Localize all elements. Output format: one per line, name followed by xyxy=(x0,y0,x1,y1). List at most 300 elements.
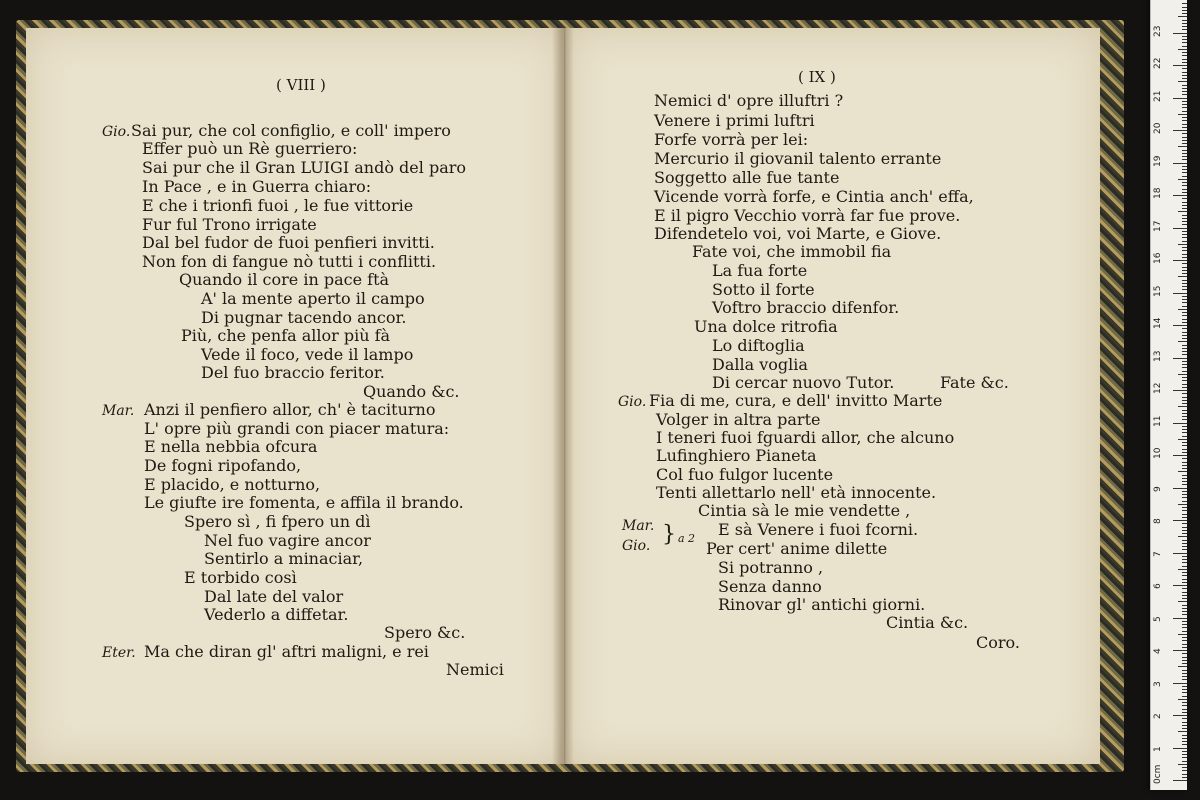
ruler-tick xyxy=(1182,436,1187,437)
ruler-number: 4 xyxy=(1153,648,1163,654)
ruler-tick xyxy=(1182,491,1187,492)
ruler-tick xyxy=(1178,16,1187,17)
ruler-tick xyxy=(1182,403,1187,404)
left-page-text-line: L' opre più grandi con piacer matura: xyxy=(144,419,450,438)
ruler-tick xyxy=(1182,306,1187,307)
ruler-tick xyxy=(1173,390,1187,391)
ruler-tick xyxy=(1182,429,1187,430)
ruler-number: 11 xyxy=(1153,415,1163,427)
right-page-text-line: Sotto il forte xyxy=(712,280,815,299)
ruler-tick xyxy=(1182,296,1187,297)
left-page-text-line: Spero &c. xyxy=(384,623,466,642)
ruler-tick xyxy=(1182,36,1187,37)
ruler-tick xyxy=(1182,653,1187,654)
ruler-tick xyxy=(1178,146,1187,147)
right-page-text-line: Tenti allettarlo nell' età innocente. xyxy=(656,483,937,502)
ruler-tick xyxy=(1182,416,1187,417)
ruler-tick xyxy=(1182,94,1187,95)
ruler-tick xyxy=(1182,614,1187,615)
ruler-tick xyxy=(1182,328,1187,329)
ruler-tick xyxy=(1182,137,1187,138)
ruler-tick xyxy=(1182,624,1187,625)
ruler-tick xyxy=(1178,179,1187,180)
left-page-text-line: Le giufte ire fomenta, e affila il brando. xyxy=(144,493,464,512)
ruler-tick xyxy=(1182,637,1187,638)
a2-label: a 2 xyxy=(678,532,696,545)
ruler-tick xyxy=(1182,117,1187,118)
ruler-tick xyxy=(1178,49,1187,50)
ruler-number: 19 xyxy=(1153,155,1163,167)
ruler-tick xyxy=(1182,530,1187,531)
ruler-tick xyxy=(1182,572,1187,573)
left-page-text-line: Effer può un Rè guerriero: xyxy=(142,139,358,158)
ruler-tick xyxy=(1173,65,1187,66)
ruler-tick xyxy=(1182,345,1187,346)
ruler-tick xyxy=(1182,686,1187,687)
ruler-number: 16 xyxy=(1153,252,1163,264)
ruler-tick xyxy=(1182,377,1187,378)
ruler-tick xyxy=(1182,254,1187,255)
right-page-text-line: Venere i primi luftri xyxy=(654,111,815,130)
right-page-text-line: Una dolce ritrofia xyxy=(694,317,838,336)
right-page-text-line: Cintia &c. xyxy=(886,613,969,632)
ruler-number: 6 xyxy=(1153,583,1163,589)
ruler-tick xyxy=(1182,426,1187,427)
ruler-tick xyxy=(1178,634,1187,635)
right-page-text-line: Si potranno , xyxy=(718,558,824,577)
ruler-tick xyxy=(1182,718,1187,719)
ruler-tick xyxy=(1178,569,1187,570)
ruler-tick xyxy=(1182,55,1187,56)
right-page-text-line: Fia di me, cura, e dell' invitto Marte xyxy=(649,391,943,410)
right-page-text-line: Col fuo fulgor lucente xyxy=(656,465,834,484)
ruler-tick xyxy=(1182,533,1187,534)
ruler-tick xyxy=(1182,231,1187,232)
ruler-tick xyxy=(1173,715,1187,716)
left-page-text-line: Vederlo a diffetar. xyxy=(204,605,349,624)
ruler-tick xyxy=(1182,23,1187,24)
left-page-text-line: Nel fuo vagire ancor xyxy=(204,531,371,550)
ruler-tick xyxy=(1182,234,1187,235)
ruler-tick xyxy=(1182,735,1187,736)
ruler-tick xyxy=(1182,611,1187,612)
ruler-tick xyxy=(1182,777,1187,778)
ruler-tick xyxy=(1182,598,1187,599)
ruler-number: 23 xyxy=(1153,25,1163,37)
ruler-number: 20 xyxy=(1153,122,1163,134)
ruler-tick xyxy=(1182,351,1187,352)
right-page-text-line: Difendetelo voi, voi Marte, e Giove. xyxy=(654,224,942,243)
ruler-tick xyxy=(1182,319,1187,320)
ruler-number: 8 xyxy=(1153,518,1163,524)
ruler-tick xyxy=(1182,419,1187,420)
ruler-tick xyxy=(1182,631,1187,632)
ruler-tick xyxy=(1182,432,1187,433)
ruler-tick xyxy=(1182,605,1187,606)
left-page-text-line: E che i trionfi fuoi , le fue vittorie xyxy=(142,196,414,215)
ruler-tick xyxy=(1182,189,1187,190)
ruler-tick xyxy=(1182,458,1187,459)
ruler-tick xyxy=(1173,423,1187,424)
speaker-label: Gio. xyxy=(622,538,651,554)
ruler-tick xyxy=(1182,384,1187,385)
ruler-tick xyxy=(1182,283,1187,284)
ruler-tick xyxy=(1173,228,1187,229)
ruler-tick xyxy=(1182,660,1187,661)
ruler-tick xyxy=(1182,88,1187,89)
ruler-tick xyxy=(1182,592,1187,593)
ruler-tick xyxy=(1182,270,1187,271)
ruler-tick xyxy=(1182,42,1187,43)
ruler-tick xyxy=(1182,663,1187,664)
ruler-tick xyxy=(1182,413,1187,414)
ruler-tick xyxy=(1182,393,1187,394)
ruler-tick xyxy=(1182,679,1187,680)
ruler-tick xyxy=(1182,621,1187,622)
ruler-tick xyxy=(1182,166,1187,167)
ruler-tick xyxy=(1178,81,1187,82)
ruler-tick xyxy=(1182,644,1187,645)
right-page-text-line: Fate voi, che immobil fia xyxy=(692,242,892,261)
ruler-tick xyxy=(1182,172,1187,173)
ruler-tick xyxy=(1182,215,1187,216)
ruler-tick xyxy=(1173,325,1187,326)
ruler-tick xyxy=(1182,770,1187,771)
ruler-tick xyxy=(1173,455,1187,456)
ruler-tick xyxy=(1182,120,1187,121)
ruler-tick xyxy=(1173,98,1187,99)
ruler-tick xyxy=(1178,471,1187,472)
ruler-tick xyxy=(1182,676,1187,677)
ruler-number: 18 xyxy=(1153,187,1163,199)
ruler-tick xyxy=(1182,527,1187,528)
ruler-tick xyxy=(1182,657,1187,658)
ruler-tick xyxy=(1182,741,1187,742)
right-page-text-line: Volger in altra parte xyxy=(656,410,821,429)
ruler-tick xyxy=(1182,510,1187,511)
ruler-tick xyxy=(1182,689,1187,690)
ruler-tick xyxy=(1182,46,1187,47)
right-page-text-line: Lo diftoglia xyxy=(712,336,805,355)
ruler-tick xyxy=(1182,247,1187,248)
ruler-number: 2 xyxy=(1153,713,1163,719)
ruler-tick xyxy=(1182,582,1187,583)
ruler-tick xyxy=(1182,250,1187,251)
ruler-number: 1 xyxy=(1153,745,1163,752)
ruler-tick xyxy=(1182,322,1187,323)
left-page-text-line: E nella nebbia ofcura xyxy=(144,437,318,456)
ruler-tick xyxy=(1182,559,1187,560)
ruler-tick xyxy=(1182,673,1187,674)
ruler-tick xyxy=(1182,556,1187,557)
ruler-tick xyxy=(1182,754,1187,755)
right-page-text-line: Dalla voglia xyxy=(712,355,808,374)
ruler-tick xyxy=(1182,608,1187,609)
ruler-tick xyxy=(1182,497,1187,498)
ruler-tick xyxy=(1182,26,1187,27)
speaker-label: Eter. xyxy=(102,645,136,661)
ruler-tick xyxy=(1182,380,1187,381)
ruler-tick xyxy=(1182,153,1187,154)
ruler-tick xyxy=(1182,566,1187,567)
ruler-tick xyxy=(1182,267,1187,268)
ruler-tick xyxy=(1182,744,1187,745)
ruler-tick xyxy=(1182,75,1187,76)
ruler-tick xyxy=(1182,7,1187,8)
ruler-tick xyxy=(1182,705,1187,706)
ruler-tick xyxy=(1182,761,1187,762)
ruler-tick xyxy=(1182,10,1187,11)
ruler-tick xyxy=(1182,280,1187,281)
ruler-tick xyxy=(1182,371,1187,372)
ruler-tick xyxy=(1182,712,1187,713)
ruler-tick xyxy=(1182,159,1187,160)
ruler-number: 5 xyxy=(1153,615,1163,622)
ruler-tick xyxy=(1182,218,1187,219)
left-page-text-line: Nemici xyxy=(446,660,504,679)
ruler-tick xyxy=(1182,289,1187,290)
ruler-tick xyxy=(1182,364,1187,365)
ruler-tick xyxy=(1182,62,1187,63)
ruler-tick xyxy=(1178,731,1187,732)
right-page-text-line: Forfe vorrà per lei: xyxy=(654,130,809,149)
right-page-text-line: Cintia sà le mie vendette , xyxy=(698,501,911,520)
right-page xyxy=(565,28,1100,764)
ruler-tick xyxy=(1182,205,1187,206)
ruler-tick xyxy=(1173,260,1187,261)
left-page-text-line: Vede il foco, vede il lampo xyxy=(201,345,414,364)
right-page-text-line: Soggetto alle fue tante xyxy=(654,168,840,187)
ruler-number: 21 xyxy=(1153,90,1163,102)
left-page-text-line: Dal bel fudor de fuoi penfieri invitti. xyxy=(142,233,435,252)
left-page-text-line: E torbido così xyxy=(184,568,297,587)
ruler-tick xyxy=(1182,702,1187,703)
right-page-text-line: Di cercar nuovo Tutor. xyxy=(712,373,895,392)
ruler-tick xyxy=(1182,517,1187,518)
right-page-text-line: Fate &c. xyxy=(940,373,1009,392)
ruler-tick xyxy=(1182,3,1187,4)
ruler-tick xyxy=(1173,293,1187,294)
ruler-tick xyxy=(1182,182,1187,183)
ruler-tick xyxy=(1182,501,1187,502)
ruler-tick xyxy=(1182,299,1187,300)
ruler-tick xyxy=(1182,397,1187,398)
ruler-tick xyxy=(1182,400,1187,401)
ruler-tick xyxy=(1182,709,1187,710)
ruler-tick xyxy=(1182,445,1187,446)
left-page-text-line: Anzi il penfiero allor, ch' è taciturno xyxy=(144,400,436,419)
measuring-ruler xyxy=(1150,0,1187,790)
ruler-tick xyxy=(1182,185,1187,186)
brace-mark: } xyxy=(662,522,676,547)
left-page-text-line: Sentirlo a minaciar, xyxy=(204,549,364,568)
ruler-tick xyxy=(1173,683,1187,684)
ruler-tick xyxy=(1182,208,1187,209)
folio-left: ( VIII ) xyxy=(276,76,326,94)
ruler-number: 12 xyxy=(1153,382,1163,394)
ruler-tick xyxy=(1182,595,1187,596)
ruler-tick xyxy=(1182,192,1187,193)
ruler-tick xyxy=(1182,640,1187,641)
ruler-tick xyxy=(1178,601,1187,602)
left-page xyxy=(26,28,565,764)
ruler-tick xyxy=(1182,540,1187,541)
ruler-tick xyxy=(1173,358,1187,359)
ruler-tick xyxy=(1182,348,1187,349)
ruler-tick xyxy=(1182,543,1187,544)
ruler-tick xyxy=(1173,130,1187,131)
ruler-tick xyxy=(1182,692,1187,693)
ruler-tick xyxy=(1182,387,1187,388)
ruler-number: 9 xyxy=(1153,485,1163,492)
right-page-text-line: E sà Venere i fuoi fcorni. xyxy=(718,520,919,539)
ruler-number: 17 xyxy=(1153,220,1163,232)
left-page-text-line: Più, che penfa allor più fà xyxy=(181,326,391,345)
ruler-tick xyxy=(1178,244,1187,245)
ruler-tick xyxy=(1182,198,1187,199)
ruler-tick xyxy=(1182,91,1187,92)
left-page-text-line: In Pace , e in Guerra chiaro: xyxy=(142,177,372,196)
ruler-tick xyxy=(1182,588,1187,589)
ruler-tick xyxy=(1173,618,1187,619)
ruler-tick xyxy=(1182,751,1187,752)
ruler-number: 15 xyxy=(1153,285,1163,297)
ruler-tick xyxy=(1182,237,1187,238)
ruler-tick xyxy=(1182,484,1187,485)
ruler-tick xyxy=(1182,335,1187,336)
ruler-tick xyxy=(1178,439,1187,440)
ruler-tick xyxy=(1173,488,1187,489)
ruler-tick xyxy=(1178,341,1187,342)
ruler-number: 22 xyxy=(1153,57,1163,69)
ruler-tick xyxy=(1182,481,1187,482)
ruler-tick xyxy=(1182,263,1187,264)
speaker-label: Mar. xyxy=(102,403,135,419)
ruler-tick xyxy=(1182,257,1187,258)
left-page-text-line: Spero sì , fi fpero un dì xyxy=(184,512,371,531)
ruler-tick xyxy=(1182,494,1187,495)
ruler-tick xyxy=(1182,549,1187,550)
ruler-tick xyxy=(1173,748,1187,749)
speaker-label: Gio. xyxy=(102,124,131,140)
left-page-text-line: Quando &c. xyxy=(363,382,460,401)
right-page-text-line: Mercurio il giovanil talento errante xyxy=(654,149,942,168)
ruler-tick xyxy=(1182,68,1187,69)
left-page-text-line: Di pugnar tacendo ancor. xyxy=(201,308,407,327)
ruler-tick xyxy=(1182,462,1187,463)
right-page-text-line: Voftro braccio difenfor. xyxy=(712,298,900,317)
ruler-tick xyxy=(1178,309,1187,310)
ruler-tick xyxy=(1182,221,1187,222)
ruler-tick xyxy=(1182,367,1187,368)
right-page-text-line: I teneri fuoi fguardi allor, che alcuno xyxy=(656,428,955,447)
left-page-text-line: De fogni ripofando, xyxy=(144,456,302,475)
ruler-number: 3 xyxy=(1153,680,1163,687)
ruler-tick xyxy=(1182,20,1187,21)
folio-right: ( IX ) xyxy=(798,68,836,86)
ruler-tick xyxy=(1182,523,1187,524)
ruler-tick xyxy=(1182,449,1187,450)
ruler-tick xyxy=(1178,504,1187,505)
ruler-tick xyxy=(1182,78,1187,79)
ruler-tick xyxy=(1173,520,1187,521)
ruler-tick xyxy=(1182,29,1187,30)
ruler-tick xyxy=(1182,354,1187,355)
ruler-tick xyxy=(1178,406,1187,407)
ruler-tick xyxy=(1182,143,1187,144)
left-page-text-line: Non fon di fangue nò tutti i conflitti. xyxy=(142,252,437,271)
right-page-text-line: Nemici d' opre illuftri ? xyxy=(654,91,844,110)
ruler-tick xyxy=(1182,156,1187,157)
ruler-tick xyxy=(1182,546,1187,547)
ruler-tick xyxy=(1182,107,1187,108)
ruler-number: 0cm xyxy=(1153,764,1163,784)
ruler-tick xyxy=(1182,627,1187,628)
ruler-tick xyxy=(1182,725,1187,726)
ruler-tick xyxy=(1182,72,1187,73)
ruler-tick xyxy=(1182,670,1187,671)
ruler-tick xyxy=(1182,738,1187,739)
ruler-tick xyxy=(1178,666,1187,667)
ruler-tick xyxy=(1182,202,1187,203)
speaker-label: Mar. xyxy=(622,518,655,534)
ruler-number: 10 xyxy=(1153,447,1163,459)
ruler-tick xyxy=(1182,338,1187,339)
ruler-tick xyxy=(1178,114,1187,115)
ruler-tick xyxy=(1182,767,1187,768)
ruler-tick xyxy=(1182,59,1187,60)
ruler-tick xyxy=(1178,211,1187,212)
ruler-tick xyxy=(1182,302,1187,303)
ruler-tick xyxy=(1182,176,1187,177)
ruler-tick xyxy=(1182,475,1187,476)
ruler-tick xyxy=(1182,13,1187,14)
ruler-tick xyxy=(1182,133,1187,134)
ruler-tick xyxy=(1173,553,1187,554)
ruler-tick xyxy=(1182,127,1187,128)
right-page-text-line: Rinovar gl' antichi giorni. xyxy=(718,595,926,614)
right-page-text-line: Lufinghiero Pianeta xyxy=(656,446,817,465)
left-page-text-line: Sai pur che il Gran LUIGI andò del paro xyxy=(142,158,467,177)
ruler-tick xyxy=(1178,374,1187,375)
ruler-tick xyxy=(1182,273,1187,274)
ruler-tick xyxy=(1182,507,1187,508)
ruler-tick xyxy=(1182,575,1187,576)
right-page-text-line: Senza danno xyxy=(718,577,822,596)
left-page-text-line: Ma che diran gl' aftri maligni, e rei xyxy=(144,642,429,661)
ruler-tick xyxy=(1182,101,1187,102)
ruler-number: 14 xyxy=(1153,317,1163,329)
ruler-tick xyxy=(1173,33,1187,34)
ruler-tick xyxy=(1182,124,1187,125)
ruler-number: 7 xyxy=(1153,550,1163,557)
ruler-tick xyxy=(1182,465,1187,466)
left-page-text-line: Del fuo braccio feritor. xyxy=(201,363,385,382)
ruler-tick xyxy=(1182,757,1187,758)
ruler-tick xyxy=(1182,774,1187,775)
ruler-tick xyxy=(1182,647,1187,648)
ruler-tick xyxy=(1182,312,1187,313)
ruler-tick xyxy=(1182,111,1187,112)
ruler-tick xyxy=(1182,442,1187,443)
ruler-tick xyxy=(1182,85,1187,86)
ruler-tick xyxy=(1182,514,1187,515)
ruler-tick xyxy=(1182,478,1187,479)
right-page-text-line: Coro. xyxy=(976,633,1020,652)
ruler-tick xyxy=(1182,286,1187,287)
speaker-label: Gio. xyxy=(618,394,647,410)
ruler-tick xyxy=(1182,315,1187,316)
